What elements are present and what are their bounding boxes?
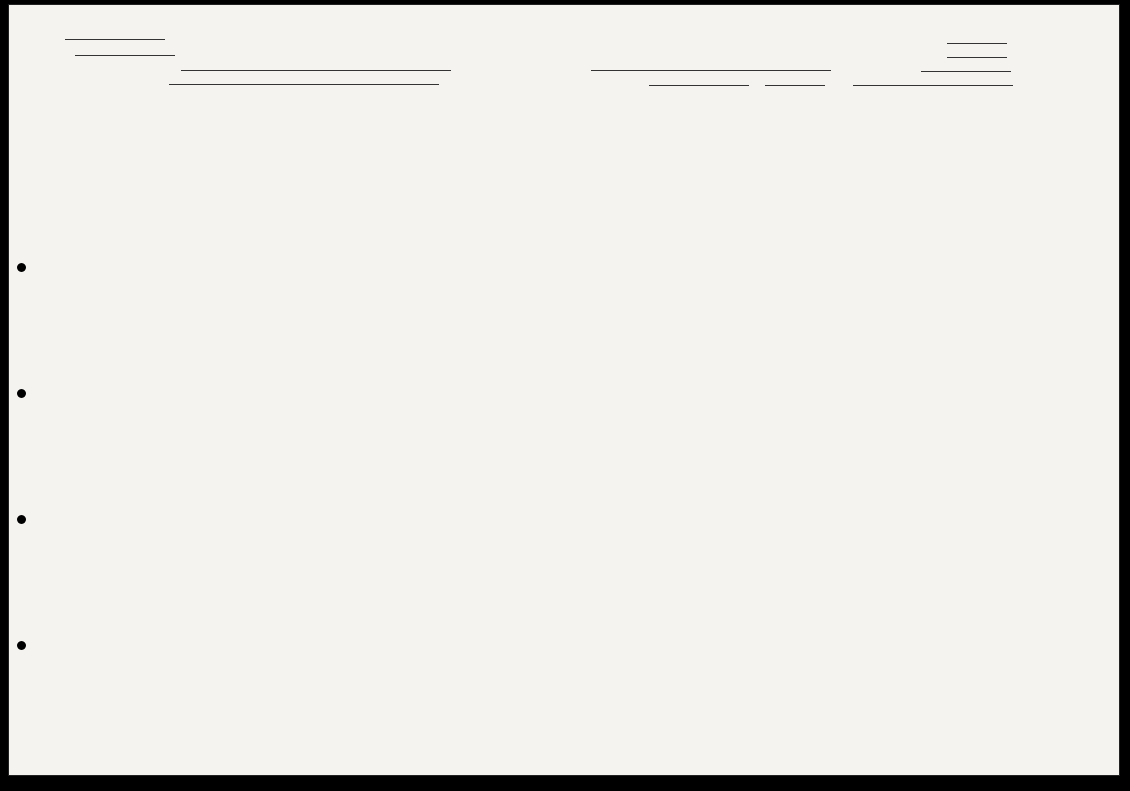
census-sheet: [8, 4, 1120, 776]
census-grid: [9, 5, 1119, 775]
